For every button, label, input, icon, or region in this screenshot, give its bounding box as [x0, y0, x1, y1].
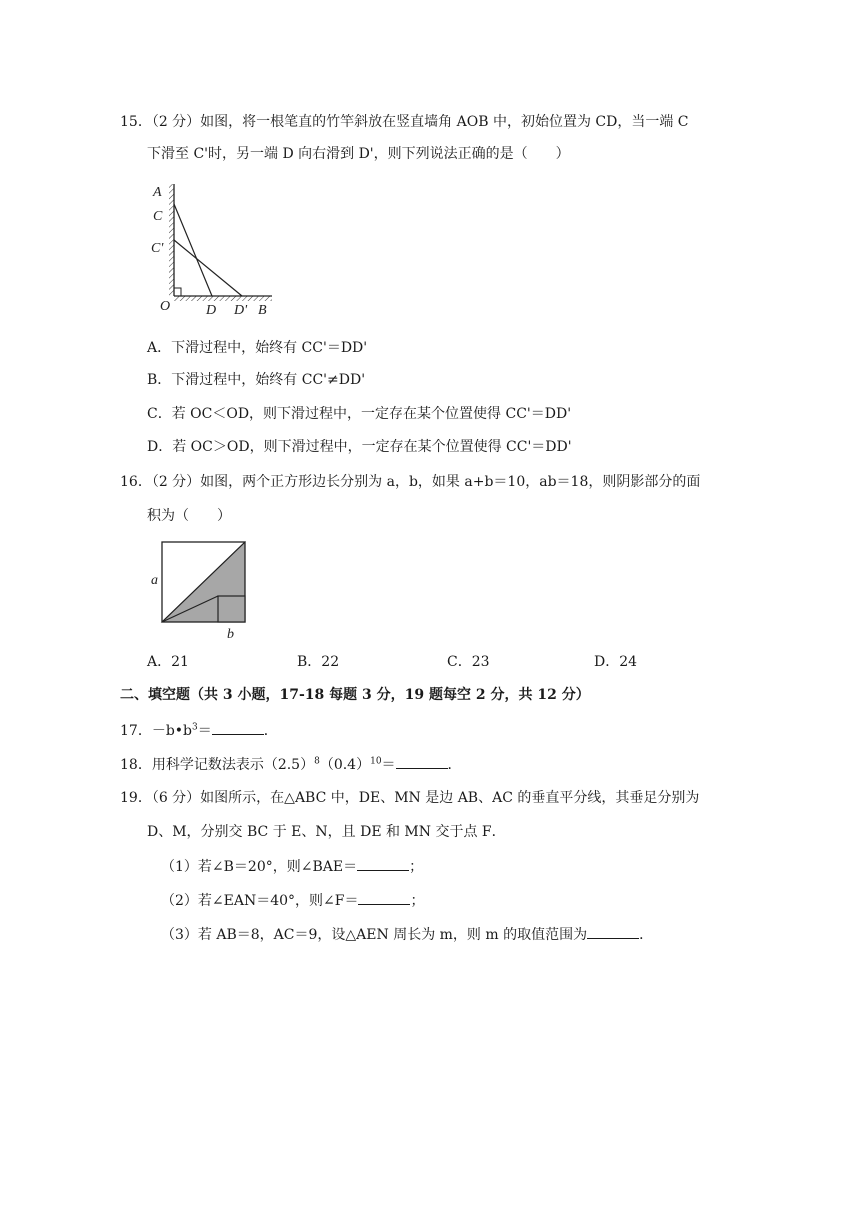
label-A: A — [153, 185, 162, 200]
q16-line-2: 积为（ ） — [147, 508, 231, 524]
q17 — [120, 720, 278, 740]
q18-exponent-2: 10 — [370, 756, 382, 767]
q15-option-c: C．若 OC＜OD，则下滑过程中，一定存在某个位置使得 CC'＝DD' — [147, 406, 572, 422]
q19-sub-2-end: ； — [410, 893, 425, 909]
q17-prefix: 17．－b•b — [120, 723, 192, 739]
q16-option-a: A．21 — [147, 654, 189, 670]
q18-suffix: ＝ — [381, 757, 396, 773]
q15-line-2: 下滑至 C'时，另一端 D 向右滑到 D'，则下列说法正确的是（ ） — [147, 146, 570, 162]
q18-answer-blank[interactable] — [396, 754, 448, 769]
q19-sub-2 — [161, 890, 424, 910]
section-heading: 二、填空题（共 3 小题，17-18 每题 3 分，19 题每空 2 分，共 12 分） — [120, 687, 590, 703]
q19-line-1: 19．（6 分）如图所示，在△ABC 中，DE、MN 是边 AB、AC 的垂直平分线，其垂足分别为 — [120, 790, 700, 806]
label-C-prime: C' — [151, 241, 164, 256]
q18-exponent-1: 8 — [314, 756, 320, 767]
q19-sub-2-text: （2）若∠EAN＝40°，则∠F＝ — [161, 893, 359, 909]
q16-option-d: D．24 — [594, 654, 638, 670]
q16-option-c: C．23 — [447, 654, 490, 670]
q16-line-1: 16．（2 分）如图，两个正方形边长分别为 a，b，如果 a+b＝10，ab＝18，则阴影部分的面 — [120, 474, 701, 490]
q19-sub-1-end: ； — [409, 859, 424, 875]
label-C: C — [153, 209, 163, 224]
q19-sub-3-text: （3）若 AB＝8，AC＝9，设△AEN 周长为 m，则 m 的取值范围为 — [161, 927, 588, 943]
q17-suffix: ＝ — [197, 723, 212, 739]
q16-options — [0, 652, 860, 672]
q15-option-a: A．下滑过程中，始终有 CC'＝DD' — [147, 340, 368, 356]
q19-sub-3-end: ． — [639, 927, 654, 943]
label-D-prime: D' — [234, 303, 248, 318]
q17-end: ． — [263, 723, 278, 739]
label-a: a — [151, 573, 158, 588]
q15-option-b: B．下滑过程中，始终有 CC'≠DD' — [147, 372, 366, 388]
q18-end: ． — [447, 757, 462, 773]
label-B: B — [258, 303, 267, 318]
q19-line-2: D、M，分别交 BC 于 E、N，且 DE 和 MN 交于点 F． — [147, 824, 506, 840]
q18 — [120, 754, 462, 774]
q19-sub-1 — [161, 856, 423, 876]
q18-mid: （0.4） — [319, 757, 371, 773]
q19-sub-3 — [161, 924, 653, 944]
q15-figure — [148, 180, 278, 320]
q17-answer-blank[interactable] — [212, 720, 264, 735]
q15-option-d: D．若 OC＞OD，则下滑过程中，一定存在某个位置使得 CC'＝DD' — [147, 439, 572, 455]
q17-exponent: 3 — [192, 722, 198, 733]
q19-sub-2-blank[interactable] — [358, 890, 410, 905]
q15-line-1: 15．（2 分）如图，将一根笔直的竹竿斜放在竖直墙角 AOB 中，初始位置为 CD，当一端 C — [120, 114, 689, 130]
label-O: O — [160, 299, 171, 314]
q18-prefix: 18．用科学记数法表示（2.5） — [120, 757, 315, 773]
label-D: D — [206, 303, 217, 318]
q19-sub-1-blank[interactable] — [357, 856, 409, 871]
q19-sub-3-blank[interactable] — [587, 924, 639, 939]
label-b: b — [227, 627, 234, 642]
q16-figure — [148, 538, 258, 644]
q19-sub-1-text: （1）若∠B＝20°，则∠BAE＝ — [161, 859, 358, 875]
q16-option-b: B．22 — [297, 654, 340, 670]
